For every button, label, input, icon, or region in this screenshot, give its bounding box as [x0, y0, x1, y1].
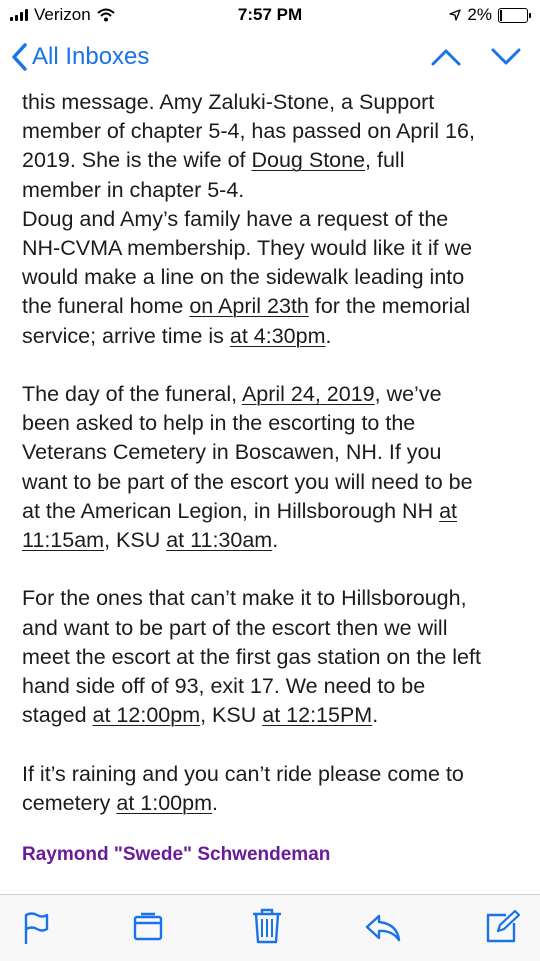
signature-title-cutoff: [22, 868, 522, 879]
location-arrow-icon: [449, 9, 461, 21]
date-link[interactable]: April 24, 2019: [241, 382, 375, 407]
reply-icon[interactable]: [364, 913, 402, 948]
status-right: [449, 5, 528, 25]
compose-icon[interactable]: [484, 909, 520, 950]
time-link[interactable]: at 1:00pm: [116, 790, 213, 815]
paragraph-3: For the ones that can’t make it to Hillsborough, and want to be part of the escort then we will meet the escort at the first gas station on the left hand side off of 93, exit 17. We need to be staged at 12:00pm, KSU at 12:15PM.: [22, 586, 481, 728]
carrier-name: Verizon: [34, 5, 91, 24]
nav-bar: [0, 36, 540, 86]
chevron-up-icon[interactable]: [430, 46, 462, 73]
time-link[interactable]: 11:15am: [22, 528, 105, 553]
paragraph-4: If it’s raining and you can’t ride please come to cemetery at 1:00pm.: [22, 761, 464, 815]
paragraph-2: The day of the funeral, April 24, 2019, we’ve been asked to help in the escorting to the Veterans Cemetery in Boscawen, NH. If you want to be part of the escort you will need to be at the American Legion, in Hillsborough NH at 11:15am, KSU at 11:30am.: [22, 382, 473, 553]
battery-icon: [498, 8, 528, 23]
folder-icon[interactable]: [132, 911, 164, 948]
status-time: 7:57 PM: [237, 5, 303, 24]
flag-icon[interactable]: [22, 911, 50, 950]
name-link[interactable]: Doug Stone: [251, 148, 366, 173]
status-bar: [0, 0, 540, 30]
paragraph-1: this message. Amy Zaluki-Stone, a Support member of chapter 5-4, has passed on April 16, 2019. She is the wife of Doug Stone, full member in chapter 5-4. Doug and Amy’s family have a request of the NH-CVMA membership. They would like it if we would make a line on the sidewalk leading into the funeral home on April 23th for the memorial service; arrive time is at 4:30pm.: [22, 90, 475, 348]
chevron-down-icon[interactable]: [490, 46, 522, 73]
battery-percent: 2%: [467, 5, 492, 24]
date-link[interactable]: on April 23th: [189, 294, 309, 319]
trash-icon[interactable]: [251, 907, 283, 950]
time-link[interactable]: at 12:15PM: [262, 703, 373, 728]
chevron-left-icon: [10, 42, 28, 72]
time-link[interactable]: at: [439, 498, 458, 523]
time-link[interactable]: at 11:30am: [166, 528, 273, 553]
back-button-label: All Inboxes: [32, 43, 150, 70]
time-link[interactable]: at 12:00pm: [92, 703, 201, 728]
signature-name: Raymond "Swede" Schwendeman: [22, 844, 331, 866]
bottom-toolbar: [0, 894, 540, 961]
message-body: [22, 88, 522, 890]
back-button[interactable]: [10, 42, 149, 72]
time-link[interactable]: at 4:30pm: [229, 323, 326, 348]
message-nav-arrows: [430, 46, 522, 73]
